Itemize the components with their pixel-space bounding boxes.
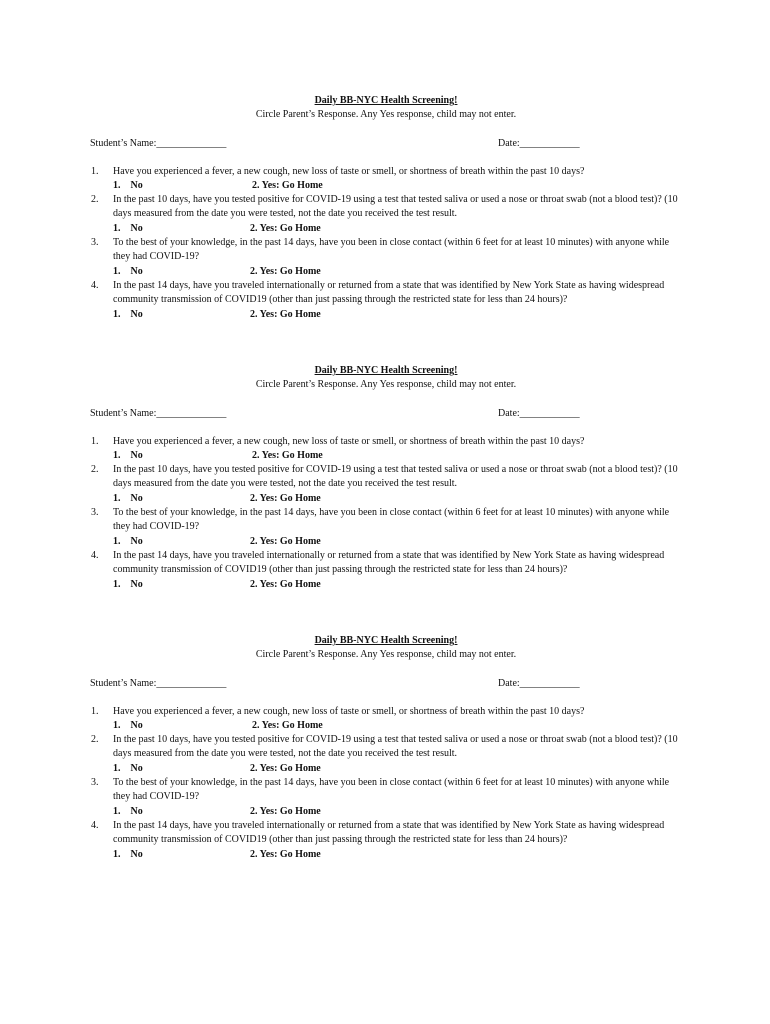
student-name-field: Student’s Name:______________: [90, 677, 227, 689]
answer-options: [113, 265, 684, 279]
answer-options: [113, 492, 684, 506]
answer-no: 1. No: [113, 179, 143, 191]
question-item: [88, 165, 684, 194]
question-item: [88, 435, 684, 464]
question-text: In the past 14 days, have you traveled internationally or returned from a state that was identified by New York State as having widespread community transmission of COVID19 (other than just passing through the restricted state for less than 24 hours)?: [113, 549, 665, 576]
question-item: [88, 776, 684, 819]
question-text: Have you experienced a fever, a new cough, new loss of taste or smell, or shortness of breath within the past 10 days?: [113, 435, 585, 447]
question-number: 4.: [91, 549, 99, 561]
answer-no: 1. No: [113, 848, 143, 860]
answer-yes: 2. Yes: Go Home: [250, 805, 321, 817]
answer-yes: 2. Yes: Go Home: [252, 179, 323, 191]
date-field: Date:____________: [498, 137, 580, 149]
question-number: 1.: [91, 165, 99, 177]
question-number: 2.: [91, 194, 99, 206]
question-number: 2.: [91, 464, 99, 476]
date-field: Date:____________: [498, 677, 580, 689]
answer-options: [113, 848, 684, 862]
question-item: [88, 549, 684, 592]
answer-no: 1. No: [113, 762, 143, 774]
date-field: Date:____________: [498, 407, 580, 419]
question-item: [88, 733, 684, 776]
question-item: [88, 463, 684, 506]
question-text: In the past 10 days, have you tested positive for COVID-19 using a test that tested saliva or used a nose or throat swab (not a blood test)? (10 days measured from the date you were tested, not the date you received the test result.: [113, 464, 678, 490]
answer-no: 1. No: [113, 308, 143, 320]
form-title: Daily BB-NYC Health Screening!: [314, 95, 458, 106]
question-text: Have you experienced a fever, a new cough, new loss of taste or smell, or shortness of breath within the past 10 days?: [113, 705, 585, 717]
answer-no: 1. No: [113, 449, 143, 461]
answer-options: [113, 222, 684, 236]
answer-no: 1. No: [113, 492, 143, 504]
answer-yes: 2. Yes: Go Home: [250, 762, 321, 774]
form-instructions: Circle Parent’s Response. Any Yes response, child may not enter.: [255, 379, 517, 391]
answer-yes: 2. Yes: Go Home: [250, 492, 321, 504]
answer-no: 1. No: [113, 805, 143, 817]
answer-options: [113, 449, 684, 463]
question-text: Have you experienced a fever, a new cough, new loss of taste or smell, or shortness of breath within the past 10 days?: [113, 165, 585, 177]
question-item: [88, 819, 684, 862]
form-title: Daily BB-NYC Health Screening!: [314, 635, 458, 646]
question-number: 3.: [91, 237, 99, 249]
question-text: In the past 10 days, have you tested positive for COVID-19 using a test that tested saliva or used a nose or throat swab (not a blood test)? (10 days measured from the date you were tested, not the date you received the test result.: [113, 194, 678, 220]
question-item: [88, 236, 684, 279]
form-fields-row: [88, 137, 684, 151]
answer-yes: 2. Yes: Go Home: [252, 449, 323, 461]
answer-yes: 2. Yes: Go Home: [250, 265, 321, 277]
question-text: In the past 14 days, have you traveled internationally or returned from a state that was identified by New York State as having widespread community transmission of COVID19 (other than just passing through the restricted state for less than 24 hours)?: [113, 279, 665, 306]
question-number: 1.: [91, 705, 99, 717]
question-number: 3.: [91, 507, 99, 519]
question-text: In the past 14 days, have you traveled internationally or returned from a state that was identified by New York State as having widespread community transmission of COVID19 (other than just passing through the restricted state for less than 24 hours)?: [113, 819, 665, 846]
answer-yes: 2. Yes: Go Home: [250, 308, 321, 320]
question-list: [88, 165, 684, 322]
form-instructions: Circle Parent’s Response. Any Yes response, child may not enter.: [255, 649, 517, 661]
answer-no: 1. No: [113, 222, 143, 234]
question-number: 4.: [91, 279, 99, 291]
answer-yes: 2. Yes: Go Home: [252, 719, 323, 731]
question-number: 2.: [91, 734, 99, 746]
form-fields-row: [88, 407, 684, 421]
question-number: 3.: [91, 777, 99, 789]
question-list: [88, 435, 684, 592]
question-item: [88, 193, 684, 236]
screening-form: [88, 94, 684, 322]
question-text: To the best of your knowledge, in the past 14 days, have you been in close contact (within 6 feet for at least 10 minutes) with anyone while they had COVID-19?: [113, 237, 670, 263]
student-name-field: Student’s Name:______________: [90, 137, 227, 149]
question-text: To the best of your knowledge, in the past 14 days, have you been in close contact (within 6 feet for at least 10 minutes) with anyone while they had COVID-19?: [113, 507, 670, 533]
answer-options: [113, 179, 684, 193]
question-item: [88, 279, 684, 322]
screening-form: [88, 364, 684, 592]
answer-options: [113, 719, 684, 733]
form-instructions: Circle Parent’s Response. Any Yes response, child may not enter.: [255, 109, 517, 121]
form-title: Daily BB-NYC Health Screening!: [314, 365, 458, 376]
question-item: [88, 506, 684, 549]
question-number: 1.: [91, 435, 99, 447]
answer-options: [113, 308, 684, 322]
answer-yes: 2. Yes: Go Home: [250, 535, 321, 547]
question-text: To the best of your knowledge, in the past 14 days, have you been in close contact (within 6 feet for at least 10 minutes) with anyone while they had COVID-19?: [113, 777, 670, 803]
question-text: In the past 10 days, have you tested positive for COVID-19 using a test that tested saliva or used a nose or throat swab (not a blood test)? (10 days measured from the date you were tested, not the date you received the test result.: [113, 734, 678, 760]
answer-options: [113, 762, 684, 776]
answer-no: 1. No: [113, 535, 143, 547]
answer-yes: 2. Yes: Go Home: [250, 848, 321, 860]
question-list: [88, 705, 684, 862]
answer-no: 1. No: [113, 578, 143, 590]
answer-yes: 2. Yes: Go Home: [250, 222, 321, 234]
form-fields-row: [88, 677, 684, 691]
answer-options: [113, 535, 684, 549]
student-name-field: Student’s Name:______________: [90, 407, 227, 419]
question-number: 4.: [91, 819, 99, 831]
answer-options: [113, 578, 684, 592]
answer-yes: 2. Yes: Go Home: [250, 578, 321, 590]
question-item: [88, 705, 684, 734]
answer-options: [113, 805, 684, 819]
answer-no: 1. No: [113, 719, 143, 731]
screening-form: [88, 634, 684, 862]
answer-no: 1. No: [113, 265, 143, 277]
